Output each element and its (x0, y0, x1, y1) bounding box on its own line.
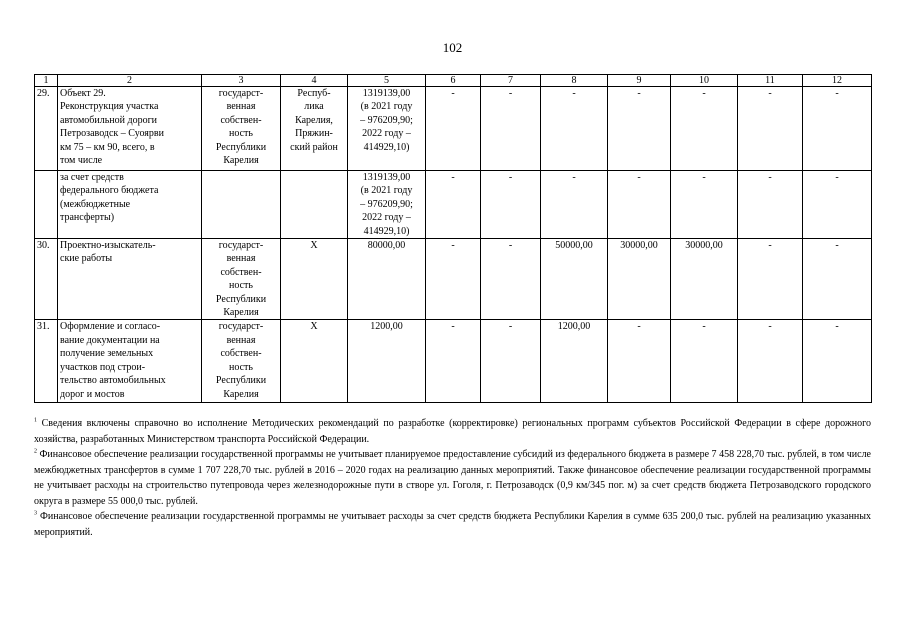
cell-line: Карелия (223, 307, 259, 319)
footnotes (34, 416, 871, 540)
cell-line: Республики (215, 293, 267, 305)
name-cell (58, 320, 202, 403)
cell-line: ский район (290, 141, 338, 153)
cell-line: 2022 году – (362, 212, 411, 224)
footnote-text: Финансовое обеспечение реализации государственной программы не учитывает планируемое предоставление субсидий из федерального бюджета в размере 7 458 228,70 тыс. рублей, в том числе межбюджетных трансфертов в сумме 1 707 228,70 тыс. рублей в 2016 – 2020 годах на реализацию данных мероприятий. Также финансовое обеспечение реализации государственной программы не учитывает расходы на строительство путепровода через железнодорожные пути в створе ул. Гоголя, г. Петрозаводск (0,9 км/345 пог. м) за счет средств бюджета Петрозаводского городского округа в размере 55 000,0 тыс. рублей. (34, 449, 871, 507)
cell-line: венная (226, 253, 256, 265)
value-cell-c6: - (426, 87, 481, 171)
cell-line: Карелия, (295, 114, 333, 126)
cell-line: собствен- (220, 266, 262, 278)
footnote-2 (34, 447, 871, 509)
value-cell-c7: - (481, 239, 541, 320)
cell-line: Проектно-изыскатель- (60, 240, 156, 252)
cell-line: государст- (218, 240, 264, 252)
cell-line: получение земельных (60, 348, 154, 360)
value-cell-c9: - (608, 320, 671, 403)
table-row (35, 239, 872, 320)
value-cell-c8: - (541, 87, 608, 171)
owner-cell (202, 171, 281, 239)
value-cell-c6: - (426, 239, 481, 320)
cell-line: Оформление и согласо- (60, 321, 161, 333)
cell-line: 1200,00 (370, 321, 403, 333)
cell-line: том числе (60, 155, 103, 167)
value-cell-c12: - (803, 171, 872, 239)
row-number-cell (35, 171, 58, 239)
cell-line: за счет средств (60, 172, 124, 183)
cell-line: ские работы (60, 253, 113, 265)
cell-line: лика (304, 101, 324, 113)
page-number: 102 (442, 40, 463, 55)
value-cell-c9: 30000,00 (608, 239, 671, 320)
cell-line: Карелия (223, 388, 259, 400)
value-cell-c6: - (426, 320, 481, 403)
footnote-text: Сведения включены справочно во исполнение Методических рекомендаций по разработке (корректировке) региональных программ субъектов Российской Федерации в сфере дорожного хозяйства, разработанных Министерством транспорта Российской Федерации. (34, 418, 871, 445)
footnote-text: Финансовое обеспечение реализации государственной программы не учитывает расходы за счет средств бюджета Республики Карелия в сумме 635 200,0 тыс. рублей на реализацию указанных мероприятий. (34, 511, 872, 538)
amount-cell (348, 320, 426, 403)
cell-line: 414929,10) (363, 141, 410, 153)
value-cell-c6: - (426, 171, 481, 239)
column-header: 5 (348, 75, 426, 87)
row-number-cell: 29. (35, 87, 58, 171)
cell-line: 414929,10) (363, 225, 410, 237)
amount-cell (348, 171, 426, 239)
cell-line: 1319139,00 (362, 172, 411, 183)
amount-cell (348, 239, 426, 320)
cell-line: Пряжин- (295, 128, 333, 140)
footnote-mark: 3 (34, 510, 37, 517)
column-header: 1 (35, 75, 58, 87)
value-cell-c11: - (738, 87, 803, 171)
value-cell-c10: - (671, 171, 738, 239)
column-header: 2 (58, 75, 202, 87)
location-cell (281, 171, 348, 239)
cell-line: X (310, 321, 318, 333)
owner-cell (202, 239, 281, 320)
amount-cell (348, 87, 426, 171)
cell-line: Реконструкция участка (60, 101, 159, 113)
row-number-cell: 30. (35, 239, 58, 320)
owner-cell (202, 87, 281, 171)
value-cell-c7: - (481, 171, 541, 239)
column-header: 11 (738, 75, 803, 87)
cell-line: венная (226, 101, 256, 113)
cell-line: государст- (218, 88, 264, 99)
value-cell-c10: - (671, 320, 738, 403)
column-header: 9 (608, 75, 671, 87)
cell-line: участков под строи- (60, 361, 146, 373)
column-header: 4 (281, 75, 348, 87)
value-cell-c9: - (608, 171, 671, 239)
value-cell-c8: 1200,00 (541, 320, 608, 403)
table-row (35, 87, 872, 171)
cell-line: трансферты) (60, 212, 115, 224)
value-cell-c12: - (803, 87, 872, 171)
cell-line: (в 2021 году (360, 185, 413, 197)
table-row (35, 320, 872, 403)
column-header: 12 (803, 75, 872, 87)
value-cell-c7: - (481, 320, 541, 403)
name-cell (58, 239, 202, 320)
cell-line: X (310, 240, 318, 252)
value-cell-c11: - (738, 320, 803, 403)
value-cell-c8: 50000,00 (541, 239, 608, 320)
cell-line: (межбюджетные (60, 198, 131, 210)
program-table (34, 74, 872, 403)
cell-line: (в 2021 году (360, 101, 413, 113)
location-cell (281, 87, 348, 171)
value-cell-c11: - (738, 171, 803, 239)
cell-line: тельство автомобильных (60, 375, 166, 387)
cell-line: собствен- (220, 348, 262, 360)
location-cell (281, 239, 348, 320)
value-cell-c11: - (738, 239, 803, 320)
cell-line: государст- (218, 321, 264, 333)
table-row (35, 171, 872, 239)
name-cell (58, 87, 202, 171)
footnote-1 (34, 416, 871, 447)
cell-line: ность (229, 280, 253, 292)
name-cell (58, 171, 202, 239)
footnote-mark: 1 (34, 417, 37, 424)
cell-line: – 976209,90; (360, 198, 413, 210)
cell-line: ность (229, 361, 253, 373)
cell-line: – 976209,90; (360, 114, 413, 126)
footnote-3 (34, 509, 871, 540)
cell-line: венная (226, 334, 256, 346)
column-header: 8 (541, 75, 608, 87)
cell-line: Республики (215, 375, 267, 387)
column-header: 7 (481, 75, 541, 87)
column-header: 3 (202, 75, 281, 87)
cell-line: 1319139,00 (362, 88, 411, 99)
value-cell-c12: - (803, 239, 872, 320)
cell-line: собствен- (220, 114, 262, 126)
value-cell-c10: 30000,00 (671, 239, 738, 320)
cell-line: Карелия (223, 155, 259, 167)
cell-line: федерального бюджета (60, 185, 159, 197)
cell-line: вание документации на (60, 334, 160, 346)
cell-line: Объект 29. (60, 88, 106, 99)
cell-line: Республики (215, 141, 267, 153)
value-cell-c12: - (803, 320, 872, 403)
footnote-mark: 2 (34, 448, 37, 455)
cell-line: Петрозаводск – Суоярви (60, 128, 164, 140)
cell-line: ность (229, 128, 253, 140)
cell-line: дорог и мостов (60, 388, 125, 400)
value-cell-c10: - (671, 87, 738, 171)
column-header: 10 (671, 75, 738, 87)
cell-line: 2022 году – (362, 128, 411, 140)
value-cell-c9: - (608, 87, 671, 171)
column-header: 6 (426, 75, 481, 87)
cell-line: км 75 – км 90, всего, в (60, 141, 155, 153)
cell-line: Респуб- (297, 88, 331, 99)
value-cell-c8: - (541, 171, 608, 239)
location-cell (281, 320, 348, 403)
cell-line: автомобильной дороги (60, 114, 158, 126)
header-row (35, 75, 872, 87)
row-number-cell: 31. (35, 320, 58, 403)
cell-line: 80000,00 (367, 240, 406, 252)
value-cell-c7: - (481, 87, 541, 171)
owner-cell (202, 320, 281, 403)
